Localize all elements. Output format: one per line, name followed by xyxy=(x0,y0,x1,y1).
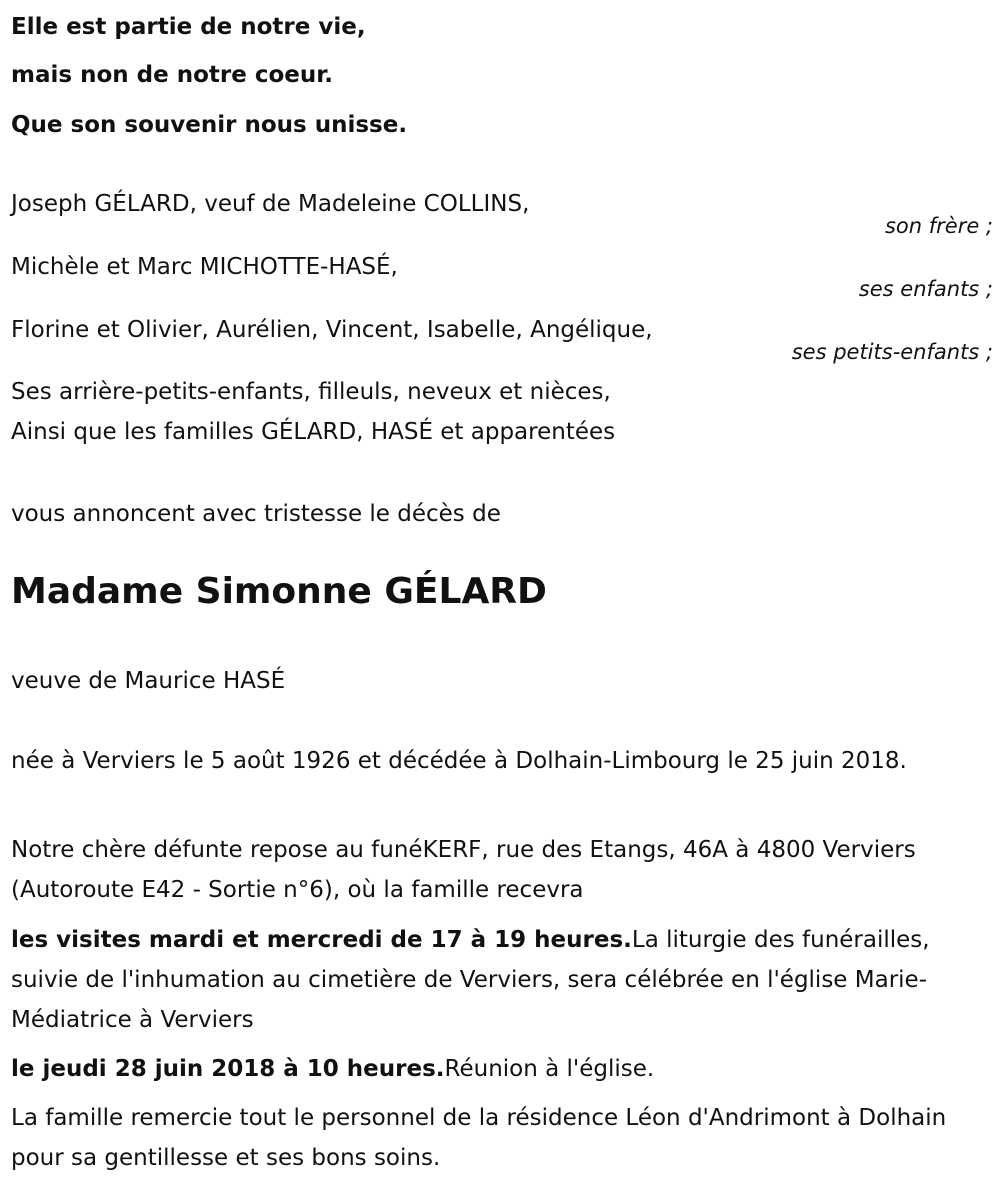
role-children: ses enfants ; xyxy=(858,277,993,301)
role-brother: son frère ; xyxy=(884,214,993,238)
obituary-notice xyxy=(11,0,993,1195)
thanks-text: La famille remercie tout le personnel de la résidence Léon d'Andrimont à Dolhain pour sa gentillesse et ses bons soins. xyxy=(11,1105,947,1171)
family-line-brother: Joseph GÉLARD, veuf de Madeleine COLLINS, xyxy=(11,191,530,217)
verse-line-2: mais non de notre coeur. xyxy=(11,62,334,88)
visits-paragraph xyxy=(11,920,993,1040)
visits-bold: les visites mardi et mercredi de 17 à 19 heures. xyxy=(11,927,632,953)
ceremony-paragraph xyxy=(11,1049,993,1089)
liturgy-text: La liturgie des funérailles, suivie de l'inhumation au cimetière de Verviers, sera célébrée en l'église Marie-Médiatrice à Verviers xyxy=(11,927,930,1033)
verse-line-3: Que son souvenir nous unisse. xyxy=(11,112,408,138)
extended-family-line-1: Ses arrière-petits-enfants, filleuls, neveux et nièces, xyxy=(11,379,611,405)
family-line-children: Michèle et Marc MICHOTTE-HASÉ, xyxy=(11,254,398,280)
deceased-name: Madame Simonne GÉLARD xyxy=(11,571,547,612)
ceremony-bold: le jeudi 28 juin 2018 à 10 heures. xyxy=(11,1056,445,1082)
role-grandchildren: ses petits-enfants ; xyxy=(791,340,993,364)
extended-family-line-2: Ainsi que les familles GÉLARD, HASÉ et apparentées xyxy=(11,419,616,445)
meeting-text: Réunion à l'église. xyxy=(444,1056,655,1082)
announcement-text: vous annoncent avec tristesse le décès de xyxy=(11,501,501,527)
family-line-grandchildren: Florine et Olivier, Aurélien, Vincent, Isabelle, Angélique, xyxy=(11,317,653,343)
birth-death-text: née à Verviers le 5 août 1926 et décédée à Dolhain-Limbourg le 25 juin 2018. xyxy=(11,748,907,774)
verse-line-1: Elle est partie de notre vie, xyxy=(11,14,366,40)
widow-of-text: veuve de Maurice HASÉ xyxy=(11,668,286,694)
rest-place-text: Notre chère défunte repose au funéKERF, rue des Etangs, 46A à 4800 Verviers (Autoroute E42 - Sortie n°6), où la famille recevra xyxy=(11,837,916,903)
